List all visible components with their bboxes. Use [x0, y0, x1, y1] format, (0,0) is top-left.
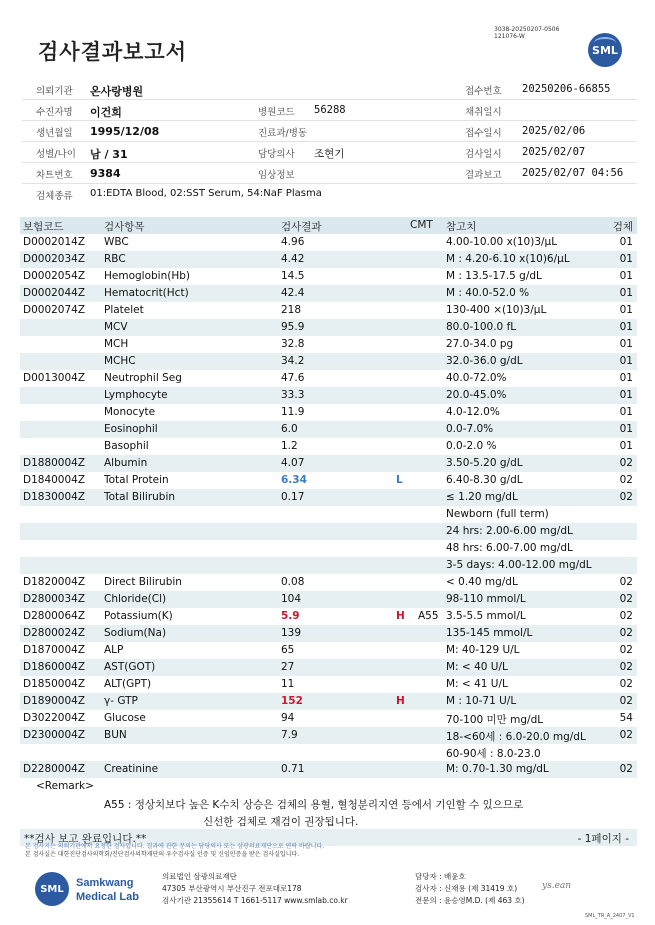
- result-reference: 98-110 mmol/L: [446, 593, 526, 605]
- result-name: Total Protein: [104, 474, 169, 486]
- report-date-value: 2025/02/07 04:56: [522, 167, 624, 179]
- result-code: D2300004Z: [23, 729, 86, 741]
- table-row: [20, 336, 637, 353]
- results-header: [20, 217, 637, 234]
- result-code: D1890004Z: [23, 695, 86, 707]
- table-row: [20, 557, 637, 574]
- result-value: 152: [281, 695, 303, 707]
- result-value: 11: [281, 678, 295, 690]
- result-specimen: 01: [619, 253, 633, 265]
- result-value: 4.07: [281, 457, 305, 469]
- document-id-line1: 3038-20250207-0506: [494, 26, 560, 33]
- result-name: Chloride(Cl): [104, 593, 167, 605]
- result-name: Basophil: [104, 440, 149, 452]
- result-reference: 24 hrs: 2.00-6.00 mg/dL: [446, 525, 573, 537]
- result-value: 42.4: [281, 287, 305, 299]
- result-specimen: 01: [619, 406, 633, 418]
- table-row: [20, 506, 637, 523]
- header-code: 보험코드: [23, 221, 64, 233]
- dept-label: 진료과/병동: [258, 128, 308, 139]
- result-code: D1830004Z: [23, 491, 86, 503]
- result-code: D2800024Z: [23, 627, 86, 639]
- result-reference: M: 40-129 U/L: [446, 644, 520, 656]
- result-reference: 18-<60세 : 6.0-20.0 mg/dL: [446, 731, 586, 743]
- result-code: D1850004Z: [23, 678, 86, 690]
- result-reference: 40.0-72.0%: [446, 372, 507, 384]
- info-row-dob: [22, 121, 637, 142]
- address: 47305 부산광역시 부산진구 전포대로178: [162, 884, 302, 893]
- specimen-label: 검체종류: [36, 191, 73, 202]
- table-row: [20, 625, 637, 642]
- table-row: [20, 591, 637, 608]
- result-value: 47.6: [281, 372, 305, 384]
- remark-title-row: [20, 778, 637, 795]
- dob-value: 1995/12/08: [90, 125, 160, 138]
- table-row: [20, 387, 637, 404]
- foundation-name: 의료법인 삼광의료재단: [162, 872, 237, 881]
- table-row: [20, 676, 637, 693]
- specimen-value: 01:EDTA Blood, 02:SST Serum, 54:NaF Plasma: [90, 188, 322, 199]
- result-specimen: 02: [619, 627, 633, 639]
- result-code: D0002044Z: [23, 287, 86, 299]
- result-code: D0002074Z: [23, 304, 86, 316]
- table-row: [20, 761, 637, 778]
- result-specimen: 02: [619, 610, 633, 622]
- result-name: Platelet: [104, 304, 144, 316]
- brand-line2: Medical Lab: [76, 891, 139, 903]
- receipt-date-value: 2025/02/06: [522, 125, 586, 137]
- remark-line2: 신선한 검체로 재검이 권장됩니다.: [203, 816, 359, 828]
- result-name: Potassium(K): [104, 610, 173, 622]
- result-specimen: 01: [619, 440, 633, 452]
- institution-value: 온사랑병원: [90, 85, 144, 98]
- brand-line1: Samkwang: [76, 877, 134, 889]
- result-flag: L: [396, 474, 403, 486]
- receipt-date-label: 접수일시: [465, 128, 502, 139]
- result-value: 4.42: [281, 253, 305, 265]
- result-reference: 4.00-10.00 x(10)3/μL: [446, 236, 558, 248]
- result-specimen: 02: [619, 695, 633, 707]
- result-specimen: 01: [619, 389, 633, 401]
- result-name: Glucose: [104, 712, 146, 724]
- receipt-no-value: 20250206-66855: [522, 83, 611, 95]
- notes: [25, 843, 324, 859]
- dob-label: 생년월일: [36, 128, 73, 139]
- patient-info: [22, 79, 637, 205]
- result-flag: H: [396, 695, 405, 707]
- document-id-line2: 121076-W: [494, 33, 525, 40]
- info-row-specimen: [22, 184, 637, 205]
- result-reference: 60-90세 : 8.0-23.0: [446, 748, 541, 760]
- footer-sml-logo-icon: SML: [35, 872, 69, 906]
- result-code: D1870004Z: [23, 644, 86, 656]
- staff-specialist: 전문의 : 윤승영M.D. (제 463 호): [415, 896, 525, 905]
- result-specimen: 01: [619, 270, 633, 282]
- table-row: [20, 472, 637, 489]
- result-value: 0.08: [281, 576, 305, 588]
- result-reference: 32.0-36.0 g/dL: [446, 355, 523, 367]
- result-code: D1820004Z: [23, 576, 86, 588]
- doctor-label: 담당의사: [258, 149, 295, 160]
- table-row: [20, 302, 637, 319]
- result-code: D1840004Z: [23, 474, 86, 486]
- contact: 검사기관 21355614 T 1661-5117 www.smlab.co.kr: [162, 896, 348, 905]
- test-date-value: 2025/02/07: [522, 146, 586, 158]
- table-row: [20, 438, 637, 455]
- result-specimen: 01: [619, 236, 633, 248]
- remark-line1: A55 : 정상치보다 높은 K수치 상승은 검체의 용혈, 혈청분리지연 등에서 기인할 수 있으므로: [104, 799, 524, 811]
- note-line1: 본 검사지는 의뢰기관에서 요청한 검사입니다. 결과에 관한 문의는 담당의사 또는 삼광의료재단으로 연락 바랍니다.: [25, 843, 325, 850]
- table-row: [20, 404, 637, 421]
- result-value: 0.71: [281, 763, 305, 775]
- sex-age-label: 성별/나이: [36, 149, 76, 160]
- result-specimen: 01: [619, 355, 633, 367]
- result-specimen: 02: [619, 474, 633, 486]
- result-name: AST(GOT): [104, 661, 156, 673]
- header-name: 검사항목: [104, 221, 145, 233]
- result-value: 139: [281, 627, 302, 639]
- table-row: [20, 744, 637, 761]
- table-row: [20, 727, 637, 744]
- result-name: Sodium(Na): [104, 627, 167, 639]
- result-code: D0013004Z: [23, 372, 86, 384]
- result-specimen: 01: [619, 372, 633, 384]
- table-row: [20, 353, 637, 370]
- result-value: 104: [281, 593, 302, 605]
- info-row-examinee: [22, 100, 637, 121]
- sex-age-value: 남 / 31: [90, 148, 128, 161]
- result-name: ALT(GPT): [104, 678, 152, 690]
- result-value: 65: [281, 644, 295, 656]
- result-name: Hematocrit(Hct): [104, 287, 189, 299]
- result-specimen: 02: [619, 644, 633, 656]
- result-reference: ≤ 1.20 mg/dL: [446, 491, 518, 503]
- result-reference: M: 0.70-1.30 mg/dL: [446, 763, 549, 775]
- table-row: [20, 285, 637, 302]
- table-row: [20, 710, 637, 727]
- table-row: [20, 370, 637, 387]
- result-code: D1880004Z: [23, 457, 86, 469]
- result-name: Lymphocyte: [104, 389, 168, 401]
- chart-no-value: 9384: [90, 167, 121, 180]
- result-specimen: 02: [619, 678, 633, 690]
- result-reference: 135-145 mmol/L: [446, 627, 533, 639]
- table-row: [20, 251, 637, 268]
- result-reference: 0.0-2.0 %: [446, 440, 497, 452]
- result-name: MCHC: [104, 355, 136, 367]
- table-row: [20, 489, 637, 506]
- result-reference: 0.0-7.0%: [446, 423, 494, 435]
- result-reference: M : 40.0-52.0 %: [446, 287, 530, 299]
- table-row: [20, 421, 637, 438]
- hospital-code-value: 56288: [314, 104, 346, 116]
- result-code: D2800034Z: [23, 593, 86, 605]
- result-flag: H: [396, 610, 405, 622]
- remark-title: <Remark>: [36, 780, 94, 792]
- result-value: 218: [281, 304, 302, 316]
- result-value: 95.9: [281, 321, 305, 333]
- info-row-institution: [22, 79, 637, 100]
- result-value: 1.2: [281, 440, 298, 452]
- header-value: 검사결과: [281, 221, 322, 233]
- test-date-label: 검사일시: [465, 149, 502, 160]
- examinee-label: 수진자명: [36, 107, 73, 118]
- table-row: [20, 540, 637, 557]
- result-name: Hemoglobin(Hb): [104, 270, 191, 282]
- result-specimen: 02: [619, 576, 633, 588]
- table-row: [20, 693, 637, 710]
- signature: ys.ean: [542, 881, 572, 891]
- result-reference: M : 13.5-17.5 g/dL: [446, 270, 542, 282]
- doctor-value: 조현기: [314, 148, 345, 160]
- report-title: 검사결과보고서: [38, 40, 188, 64]
- result-specimen: 01: [619, 321, 633, 333]
- result-reference: 6.40-8.30 g/dL: [446, 474, 523, 486]
- result-reference: < 0.40 mg/dL: [446, 576, 518, 588]
- result-code: D2280004Z: [23, 763, 86, 775]
- staff-tester: 검사자 : 신재용 (제 31419 호): [415, 884, 518, 893]
- result-reference: M: < 41 U/L: [446, 678, 508, 690]
- result-code: D3022004Z: [23, 712, 86, 724]
- result-value: 6.34: [281, 474, 307, 486]
- result-specimen: 01: [619, 287, 633, 299]
- remark-line1-row: [20, 795, 637, 812]
- result-name: γ- GTP: [104, 695, 138, 707]
- result-reference: 80.0-100.0 fL: [446, 321, 517, 333]
- result-specimen: 01: [619, 423, 633, 435]
- result-reference: M : 4.20-6.10 x(10)6/μL: [446, 253, 570, 265]
- remark-line2-row: [20, 812, 637, 829]
- table-row: [20, 234, 637, 251]
- page-number: - 1페이지 -: [577, 833, 629, 845]
- result-code: D2800064Z: [23, 610, 86, 622]
- result-name: Total Bilirubin: [104, 491, 176, 503]
- result-code: D0002014Z: [23, 236, 86, 248]
- document-id: [494, 26, 559, 40]
- result-name: MCH: [104, 338, 129, 350]
- result-value: 0.17: [281, 491, 305, 503]
- result-value: 33.3: [281, 389, 305, 401]
- result-name: BUN: [104, 729, 127, 741]
- result-reference: 20.0-45.0%: [446, 389, 507, 401]
- footer-address: [162, 871, 348, 907]
- footer-staff: [415, 871, 525, 907]
- sml-logo-icon: SML: [588, 33, 622, 67]
- completion-text: **검사 보고 완료입니다.**: [24, 833, 147, 845]
- result-value: 14.5: [281, 270, 305, 282]
- result-name: RBC: [104, 253, 126, 265]
- institution-label: 의뢰기관: [36, 86, 73, 97]
- result-value: 5.9: [281, 610, 300, 622]
- note-line2: 본 검사실은 대한진단검사의학회/진단검사의학재단의 우수검사실 인증 및 신임인증을 받은 검사실입니다.: [25, 851, 300, 858]
- table-row: [20, 268, 637, 285]
- result-value: 34.2: [281, 355, 305, 367]
- result-specimen: 02: [619, 491, 633, 503]
- report-date-label: 결과보고: [465, 170, 502, 181]
- info-row-chart: [22, 163, 637, 184]
- result-cmt: A55: [418, 610, 439, 622]
- collection-date-label: 채취일시: [465, 107, 502, 118]
- result-name: ALP: [104, 644, 124, 656]
- result-reference: 70-100 미만 mg/dL: [446, 714, 544, 726]
- clinical-info-label: 임상정보: [258, 170, 295, 181]
- result-value: 11.9: [281, 406, 305, 418]
- result-name: Direct Bilirubin: [104, 576, 182, 588]
- result-specimen: 02: [619, 763, 633, 775]
- result-reference: 3.50-5.20 g/dL: [446, 457, 523, 469]
- result-value: 4.96: [281, 236, 305, 248]
- table-row: [20, 319, 637, 336]
- result-name: MCV: [104, 321, 128, 333]
- result-name: Neutrophil Seg: [104, 372, 182, 384]
- receipt-no-label: 접수번호: [465, 86, 502, 97]
- results-body: [20, 234, 637, 778]
- result-specimen: 02: [619, 593, 633, 605]
- result-reference: 130-400 ×(10)3/μL: [446, 304, 547, 316]
- result-reference: 4.0-12.0%: [446, 406, 500, 418]
- result-specimen: 01: [619, 304, 633, 316]
- staff-manager: 담당자 : 배윤호: [415, 872, 466, 881]
- result-value: 27: [281, 661, 295, 673]
- result-reference: M: < 40 U/L: [446, 661, 508, 673]
- hospital-code-label: 병원코드: [258, 107, 295, 118]
- result-value: 7.9: [281, 729, 298, 741]
- chart-no-label: 차트번호: [36, 170, 73, 181]
- result-reference: 48 hrs: 6.00-7.00 mg/dL: [446, 542, 573, 554]
- result-reference: M : 10-71 U/L: [446, 695, 517, 707]
- result-value: 94: [281, 712, 295, 724]
- result-name: WBC: [104, 236, 129, 248]
- result-reference: 3-5 days: 4.00-12.00 mg/dL: [446, 559, 592, 571]
- result-specimen: 01: [619, 338, 633, 350]
- results-table: [20, 217, 637, 829]
- footer-brand: [76, 876, 139, 904]
- table-row: [20, 574, 637, 591]
- result-specimen: 54: [619, 712, 633, 724]
- result-code: D0002054Z: [23, 270, 86, 282]
- result-specimen: 02: [619, 661, 633, 673]
- result-reference: 27.0-34.0 pg: [446, 338, 514, 350]
- header-specimen: 검체: [612, 221, 633, 233]
- result-code: D1860004Z: [23, 661, 86, 673]
- table-row: [20, 659, 637, 676]
- result-specimen: 02: [619, 457, 633, 469]
- result-name: Monocyte: [104, 406, 156, 418]
- examinee-value: 이건희: [90, 106, 122, 119]
- info-row-sex-age: [22, 142, 637, 163]
- result-reference: Newborn (full term): [446, 508, 549, 520]
- table-row: [20, 455, 637, 472]
- header-cmt: CMT: [410, 219, 433, 231]
- result-value: 32.8: [281, 338, 305, 350]
- result-name: Creatinine: [104, 763, 159, 775]
- result-name: Albumin: [104, 457, 148, 469]
- table-row: [20, 608, 637, 625]
- result-value: 6.0: [281, 423, 298, 435]
- result-reference: 3.5-5.5 mmol/L: [446, 610, 526, 622]
- header-ref: 참고치: [446, 221, 477, 233]
- table-row: [20, 642, 637, 659]
- form-code: SML_TR_A_2407_V1: [585, 913, 635, 919]
- result-code: D0002034Z: [23, 253, 86, 265]
- result-specimen: 02: [619, 729, 633, 741]
- result-name: Eosinophil: [104, 423, 158, 435]
- table-row: [20, 523, 637, 540]
